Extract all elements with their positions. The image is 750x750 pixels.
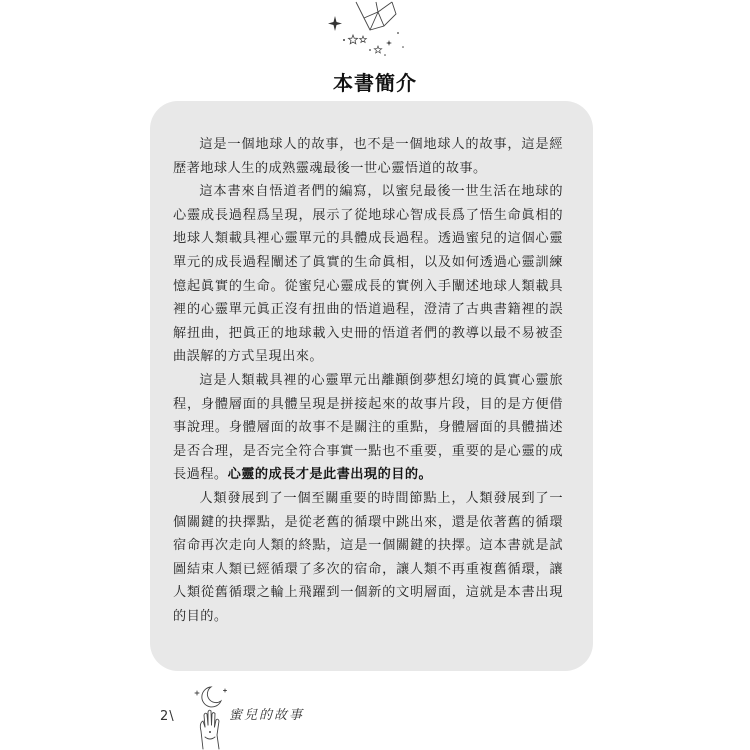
page-number-separator: \ bbox=[169, 709, 175, 724]
star-icon bbox=[374, 46, 381, 53]
crystal-stars-ornament-icon bbox=[318, 0, 428, 60]
paragraph-3 bbox=[173, 369, 563, 487]
page-number bbox=[160, 709, 175, 724]
paragraph-4: 人類發展到了一個至關重要的時間節點上，人類發展到了一個關鍵的抉擇點，是從老舊的循環中跳出來，還是依著舊的循環宿命再次走向人類的終點，這是一個關鍵的抉擇。這本書就是試圖結束人類已經循環了多次的宿命，讓人類不再重複舊循環，讓人類從舊循環之輪上飛躍到一個新的文明層面，這就是本書出現的目的。 bbox=[173, 490, 563, 624]
sparkle-icon bbox=[328, 16, 342, 31]
intro-text bbox=[173, 133, 563, 628]
page-number-value: 2 bbox=[160, 709, 170, 724]
paragraph-2: 這本書來自悟道者們的編寫，以蜜兒最後一世生活在地球的心靈成長過程爲呈現，展示了從地球心智成長爲了悟生命眞相的地球人類載具裡心靈單元的具體成長過程。透過蜜兒的這個心靈單元的成長過程闡述了眞實的生命眞相，以及如何透過心靈訓練憶起眞實的生命。從蜜兒心靈成長的實例入手闡述地球人類載具裡的心靈單元眞正沒有扭曲的悟道過程，澄清了古典書籍裡的誤解扭曲，把眞正的地球載入史冊的悟道者們的教導以最不易被歪曲誤解的方式呈現出來。 bbox=[173, 184, 563, 365]
paragraph-1: 這是一個地球人的故事，也不是一個地球人的故事，這是經歷著地球人生的成熟靈魂最後一世心靈悟道的故事。 bbox=[173, 137, 563, 176]
page-title: 本書簡介 bbox=[333, 71, 417, 95]
sparkle-icon bbox=[386, 40, 392, 46]
book-title-footer: 蜜兒的故事 bbox=[229, 708, 305, 723]
star-icon bbox=[360, 36, 367, 43]
paragraph-3-text: 這是人類載具裡的心靈單元出離顚倒夢想幻境的眞實心靈旅程，身體層面的具體呈現是拼接起來的故事片段，目的是方便借事說理。身體層面的故事不是關注的重點，身體層面的具體描述是否合理，是否完全符合事實一點也不重要，重要的是心靈的成長過程。 bbox=[173, 372, 563, 483]
star-icon bbox=[349, 35, 358, 44]
paragraph-3-emphasis: 心靈的成長才是此書出現的目的。 bbox=[227, 467, 433, 483]
